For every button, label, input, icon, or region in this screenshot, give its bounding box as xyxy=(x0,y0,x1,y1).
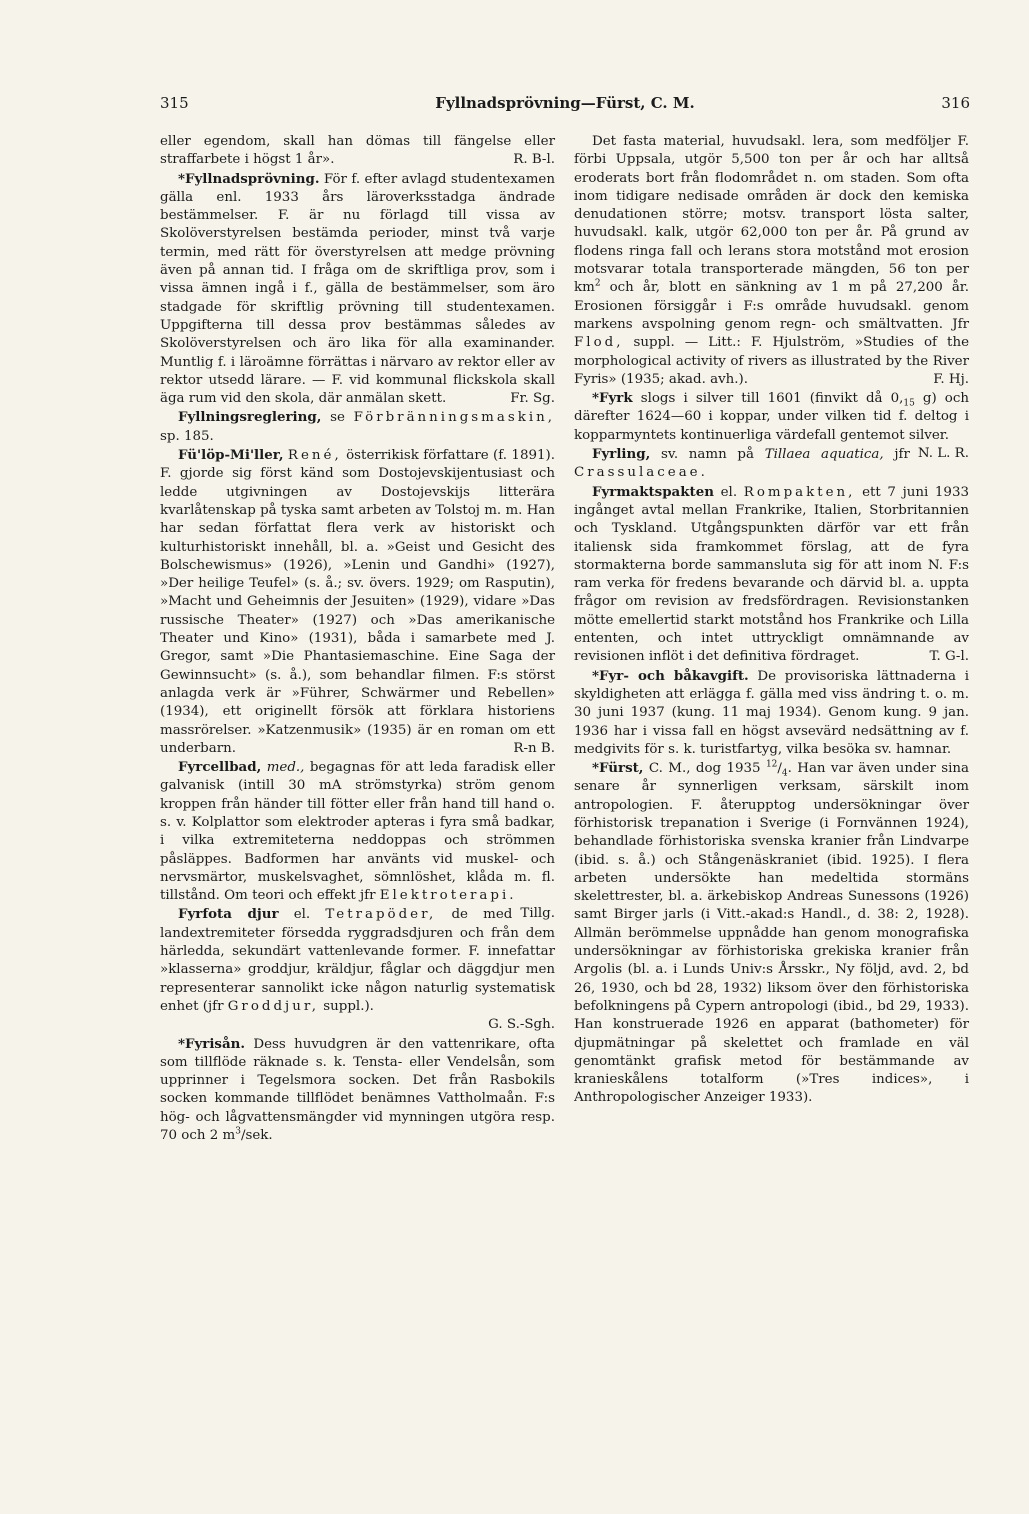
entry-text: eller egendom, skall han dömas till fängelse eller straffarbete i högst 1 år». xyxy=(160,134,555,168)
signature: R. B-l. xyxy=(513,152,555,168)
entry-text: suppl. — Litt.: F. Hjulström, »Studies of the morphological activity of rivers as illustrated by the River Fyris» (1935; akad. avh.). xyxy=(574,335,969,387)
superscript: 3 xyxy=(235,1126,241,1137)
entry-fyllnadsprovning xyxy=(160,170,555,409)
signature: Fr. Sg. xyxy=(510,391,555,407)
running-title: Fyllnadsprövning—Fürst, C. M. xyxy=(435,94,695,112)
page-number-left: 315 xyxy=(160,94,189,112)
fraction-slash: / xyxy=(777,761,782,777)
signature: Tillg. xyxy=(520,906,555,922)
headword: Fyrfota djur xyxy=(178,906,279,923)
cross-reference: Flod, xyxy=(574,335,624,351)
headword: Fyrling, xyxy=(592,446,651,463)
entry-text: el. xyxy=(293,907,311,923)
entry-text: slogs i silver till 1601 (finvikt då 0, xyxy=(640,391,904,407)
entry-text: begagnas för att leda faradisk eller galvanisk (intill 30 mA strömstyrka) ström genom kroppen från händer till fötter eller från hand till hand o. s. v. Kolplattor som elektroder apteras i fyra små badkar, i vilka extremiteterna neddoppas och strömmen påsläppes. Badformen har använts vid muskel- och nervsmärtor, muskelsvaghet, sömnlöshet, klåda m. fl. tillstånd. Om teori och effekt jfr xyxy=(160,760,555,904)
entry-text: . Han var även under sina senare år synnerligen verksam, särskilt inom antropologien. F. återupptog undersökningar över förhistorisk trepanation i Sverige (i Fornvännen 1924), behandlade förhistoriska svenska kranier från Lindvarpe (ibid. s. å.) och Stångenäskraniet (ibid. 1925). I flera arbeten undersökte han medeltida stormäns skelettrester, bl. a. ärkebiskop Andreas Sunessons (1926) samt Birger jarls (i Vitt.-akad:s Handl., d. 38: 2, 1928). Allmän berömmelse uppnådde han genom monografiska undersökningar av förhistoriska grekiska kranier från Argolis (bl. a. i Lunds Univ:s Årsskr., Ny följd, avd. 2, bd 26, 1930, och bd 28, 1932) liksom över den förhistoriska befolkningens på Cypern antropologi (ibid., bd 29, 1933). Han konstruerade 1926 en apparat (bathometer) för djupmätningar på skelettet och framlade en väl genomtänkt grafisk metod för bestämmande av kranieskålens totalform (»Tres indices», i Anthropologischer Anzeiger 1933). xyxy=(574,761,970,1106)
headword: *Fyllnadsprövning. xyxy=(178,170,320,187)
headword: *Fyrisån. xyxy=(178,1035,246,1052)
entry-text: de med landextremiteter försedda ryggradsdjuren och från dem härledda, sekundärt vattenlevande former. F. innefattar »klasserna» groddjur, kräldjur, fåglar och däggdjur men representerar sannolikt icke någon naturlig systematisk enhet (jfr xyxy=(160,907,555,1014)
alternate-name: Tetrapöder, xyxy=(325,907,437,923)
alternate-name: Rompakten, xyxy=(743,484,856,500)
entry-text: jfr xyxy=(894,447,910,463)
entry-text: se xyxy=(330,410,345,426)
entry-text: De provisoriska lättnaderna i skyldigheten att erlägga f. gälla med viss ändring t. o. m. 30 juni 1937 (kung. 11 maj 1934). Genom kung. 9 jan. 1936 har i vissa fall en högst avsevärd nedsättning av f. medgivits för s. k. turistfartyg, vilka besöka sv. hamnar. xyxy=(574,668,969,757)
subject-abbr: med., xyxy=(266,760,305,776)
entry-text: österrikisk författare (f. 1891). F. gjorde sig först känd som Dostojevskijentusiast och ledde utgivningen av Dostojevskijs litterära kvarlåtenskap på tyska samt arbeten av Tolstoj m. m. Han har sedan författat flera verk av historiskt och kulturhistoriskt innehåll, bl. a. »Geist und Gesicht des Bolschewismus» (1926), »Lenin und Gandhi» (1927), »Der heilige Teufel» (s. å.; sv. övers. 1929; om Rasputin), »Macht und Geheimnis der Jesuiten» (1929), vidare »Das russische Theater» (1927) och »Das amerikanische Theater und Kino» (1931), båda i samarbete med J. Gregor, samt »Die Phantasiemaschine. Eine Saga der Gewinnsucht» (s. å.), som behandlar filmen. F:s störst anlagda verk är »Führer, Schwärmer und Rebellen» (1934), ett originellt försök att förklara historiens massrörelser. »Katzenmusik» (1935) är en roman om ett underbarn. xyxy=(160,448,555,756)
entry-fyrmaktspakten xyxy=(574,483,969,667)
entry-fyrfota-djur xyxy=(160,905,555,1034)
superscript: 12 xyxy=(765,759,778,770)
entry-text: För f. efter avlagd studentexamen gälla enl. 1933 års läroverksstadga ändrade bestämmelser. F. är nu förlagd till vissa av Skolöverstyrelsen bestämda perioder, minst två varje termin, med rätt för överstyrelsen att medge prövning även på annan tid. I fråga om de skriftliga prov, som i vissa ämnen ingå i f., gälla de bestämmelser, som äro stadgade för skriftlig prövning till studentexamen. Uppgifterna till dessa prov bestämmas således av Skolöverstyrelsen och äro lika för alla examinander. Muntlig f. i läroämne förrättas i närvaro av rektor eller av rektor utsedd lärare. — F. vid kommunal flickskola skall äga rum vid den skola, där anmälan skett. xyxy=(160,171,555,407)
entry-fyrisan-continued xyxy=(574,133,969,389)
cross-reference: Groddjur, xyxy=(227,998,319,1014)
signature: N. L. R. xyxy=(917,446,969,462)
page-number-right: 316 xyxy=(941,94,970,112)
entry-text: ett 7 juni 1933 ingånget avtal mellan Frankrike, Italien, Storbritannien och Tyskland. Utgångspunkten därför var ett från italiensk sida framkommet förslag, att de fyra stormakterna borde sammansluta sig för att inom N. F:s ram verka för fredens bevarande och därvid bl. a. uppta frågor om revision av fredsfördragen. Revisionstanken mötte emellertid starkt motstånd hos Frankrike och Lilla ententen, och intet uttryckligt omnämnande av revisionen inflöt i det definitiva fördraget. xyxy=(574,484,969,665)
headword: Fyllningsreglering, xyxy=(178,409,322,426)
signature: R-n B. xyxy=(513,740,555,756)
signature: F. Hj. xyxy=(933,371,969,387)
headword: Fyrcellbad, xyxy=(178,759,262,776)
headword: *Fyr- och båkavgift. xyxy=(592,667,749,684)
entry-text: suppl.). xyxy=(323,998,374,1014)
headword: *Fürst, xyxy=(592,760,644,777)
headword: Fü'löp-Mi'ller, xyxy=(178,447,284,464)
entry-text: dog 1935 xyxy=(695,761,761,777)
entry-text: och år, blott en sänkning av 1 m på 27,200 år. Erosionen försiggår i F:s område huvudsakl. genom markens avspolning genom regn- och smältvatten. Jfr xyxy=(574,280,969,332)
species-name: Tillaea aquatica, xyxy=(764,447,884,463)
page-header xyxy=(160,94,970,118)
superscript: 2 xyxy=(594,278,601,289)
entry-furst xyxy=(574,759,969,1108)
right-column xyxy=(574,133,969,1108)
entry-fyrisan xyxy=(160,1035,555,1146)
entry-fulop-miller xyxy=(160,446,555,758)
left-column xyxy=(160,133,555,1145)
headword: *Fyrk xyxy=(592,390,633,407)
entry-text: el. xyxy=(720,484,738,500)
entry-text: Dess huvudgren är den vattenrikare, ofta som tillflöde räknade s. k. Tensta- eller Vendelsån, som upprinner i Tegelsmora socken. Det från Rasbokils socken kommande tillflödet benämnes Vattholmaån. F:s hög- och lågvattensmängder vid mynningen utgöra resp. 70 och 2 m xyxy=(160,1036,556,1144)
entry-continuation xyxy=(160,133,555,170)
entry-fyllningsreglering xyxy=(160,408,555,446)
given-name: C. M., xyxy=(648,761,691,777)
signature: T. G-l. xyxy=(929,649,969,665)
entry-text: sp. 185. xyxy=(160,428,214,444)
given-name: René, xyxy=(287,448,342,464)
headword: Fyrmaktspakten xyxy=(592,483,714,500)
entry-fyr-och-bakavgift xyxy=(574,667,969,759)
cross-reference: Förbränningsmaskin, xyxy=(353,410,555,426)
cross-reference: Crassulaceae. xyxy=(574,465,708,481)
signature: G. S.-Sgh. xyxy=(488,1017,555,1033)
cross-reference: Elektroterapi. xyxy=(379,888,517,904)
entry-text: sv. namn på xyxy=(660,447,754,463)
entry-text: Det fasta material, huvudsakl. lera, som medföljer F. förbi Uppsala, utgör 5,500 ton per år och har alltså eroderats bort från flodområdet n. om staden. Som ofta inom tidigare nedisade områden är dock den kemiska denudationen större; motsv. transport lösta salter, huvudsakl. kalk, utgör 62,000 ton per år. På grund av flodens ringa fall och lerans stora motstånd mot erosion motsvarar totala transporterade mängden, 56 ton per km xyxy=(574,134,969,296)
entry-text: g) och därefter 1624—60 i koppar, under vilken tid f. deltog i kopparmyntets kontinuerliga värdefall gentemot silver. xyxy=(574,391,969,443)
subscript: 4 xyxy=(781,768,788,779)
entry-fyrling xyxy=(574,445,969,483)
subscript: 15 xyxy=(903,398,915,409)
entry-text: /sek. xyxy=(240,1128,273,1144)
